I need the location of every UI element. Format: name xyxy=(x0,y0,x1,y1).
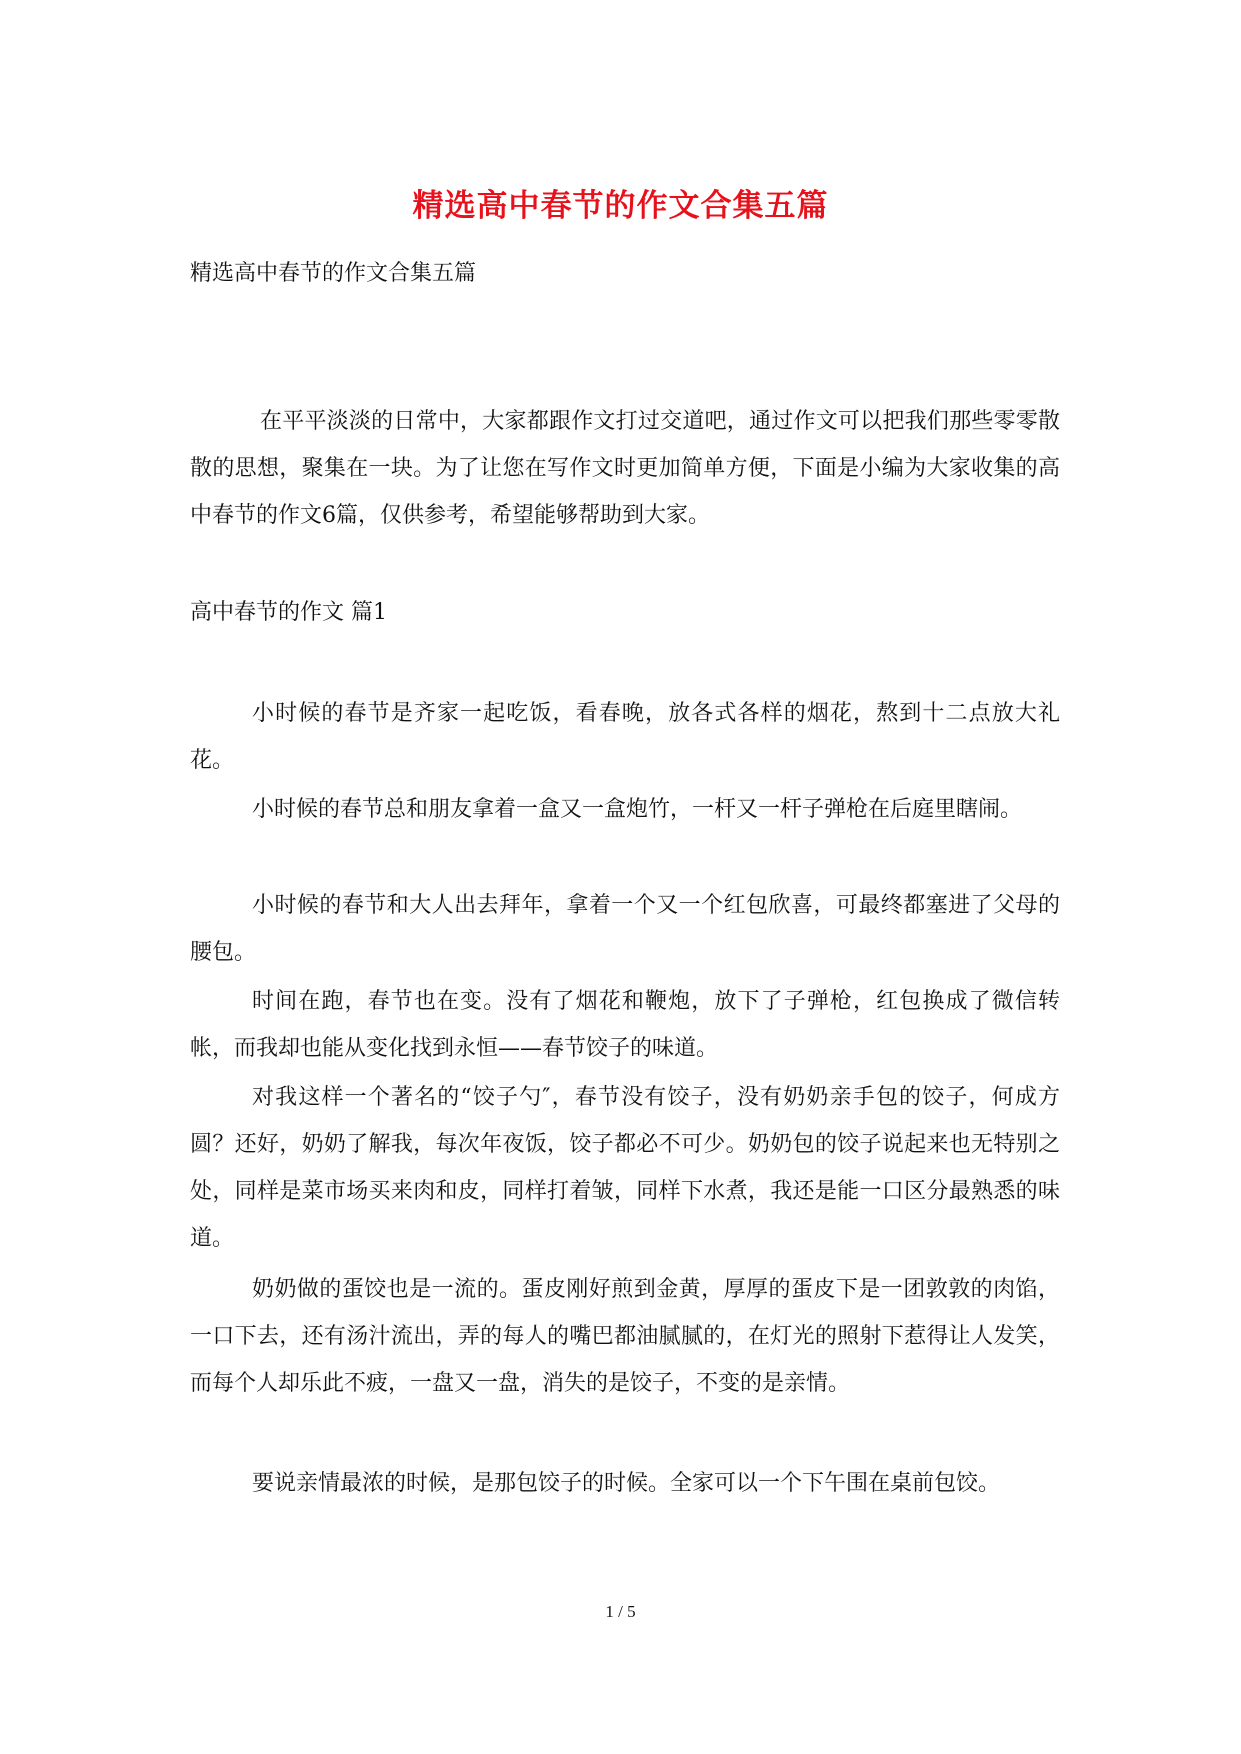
document-title: 精选高中春节的作文合集五篇 xyxy=(412,188,829,224)
body-paragraph: 小时候的春节和大人出去拜年，拿着一个又一个红包欣喜，可最终都塞进了父母的腰包。 xyxy=(190,893,1060,965)
body-paragraph: 要说亲情最浓的时候，是那包饺子的时候。全家可以一个下午围在桌前包饺。 xyxy=(252,1471,1001,1496)
body-paragraph: 小时候的春节总和朋友拿着一盒又一盒炮竹，一杆又一杆子弹枪在后庭里瞎闹。 xyxy=(252,797,1023,822)
body-paragraph: 小时候的春节是齐家一起吃饭，看春晚，放各式各样的烟花，熬到十二点放大礼花。 xyxy=(190,701,1060,773)
intro-paragraph: 在平平淡淡的日常中，大家都跟作文打过交道吧，通过作文可以把我们那些零零散散的思想，聚集在一块。为了让您在写作文时更加简单方便，下面是小编为大家收集的高中春节的作文6篇，仅供参考，希望能够帮助到大家。 xyxy=(190,409,1060,528)
page-number: 1 / 5 xyxy=(605,1602,636,1621)
body-paragraph: 对我这样一个著名的“饺子勺″，春节没有饺子，没有奶奶亲手包的饺子，何成方圆？还好，奶奶了解我，每次年夜饭，饺子都必不可少。奶奶包的饺子说起来也无特别之处，同样是菜市场买来肉和皮，同样打着皱，同样下水煮，我还是能一口区分最熟悉的味道。 xyxy=(190,1085,1060,1251)
body-paragraph: 时间在跑，春节也在变。没有了烟花和鞭炮，放下了子弹枪，红包换成了微信转帐，而我却也能从变化找到永恒——春节饺子的味道。 xyxy=(190,989,1060,1061)
section-heading: 高中春节的作文 篇1 xyxy=(190,600,387,625)
body-paragraph: 奶奶做的蛋饺也是一流的。蛋皮刚好煎到金黄，厚厚的蛋皮下是一团敦敦的肉馅，一口下去，还有汤汁流出，弄的每人的嘴巴都油腻腻的，在灯光的照射下惹得让人发笑，而每个人却乐此不疲，一盘又一盘，消失的是饺子，不变的是亲情。 xyxy=(190,1277,1060,1396)
document-subtitle: 精选高中春节的作文合集五篇 xyxy=(190,261,477,286)
